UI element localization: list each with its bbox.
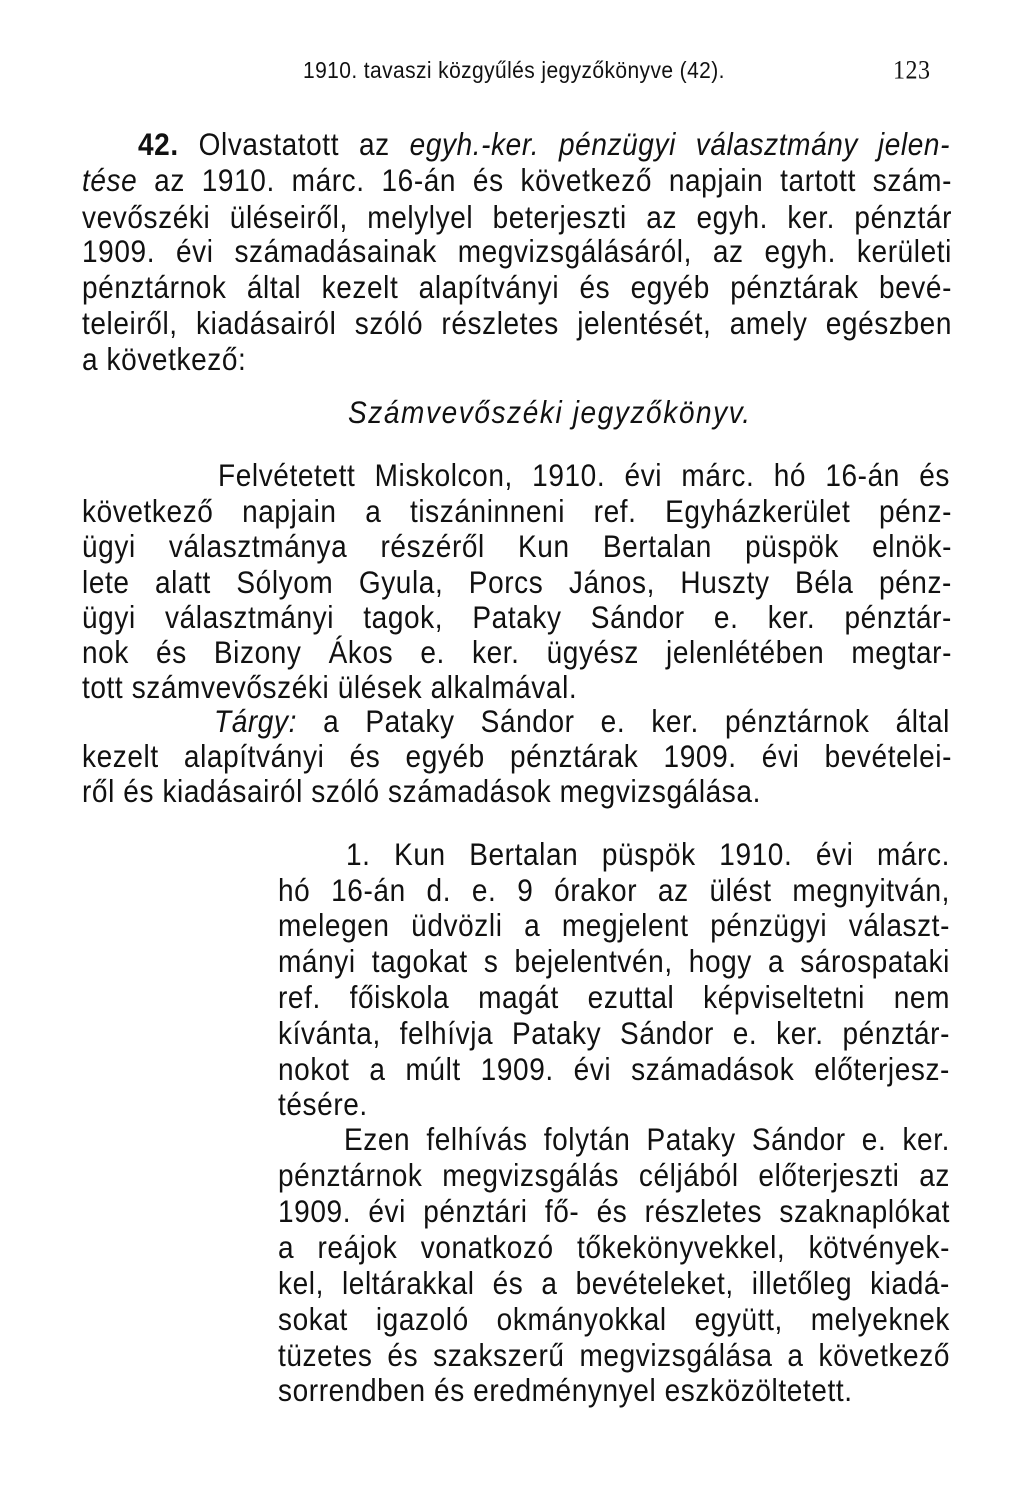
subject-line-1: Tárgy: a Pataky Sándor e. ker. pénztárnok által — [214, 704, 950, 739]
item1b-line-1: Ezen felhívás folytán Pataky Sándor e. ker. — [344, 1122, 950, 1157]
record-line-5: ügyi választmányi tagok, Pataky Sándor e. ker. pénztár- — [82, 600, 952, 635]
record-line-6: nok és Bizony Ákos e. ker. ügyész jelenlétében megtar- — [82, 635, 952, 670]
item1-line-1: 1. Kun Bertalan püspök 1910. évi márc. — [346, 837, 950, 872]
section-line-6: teleiről, kiadásairól szóló részletes jelentését, amely egészben — [82, 306, 952, 341]
item1-line-5: ref. főiskola magát ezuttal képviseltetni nem — [278, 980, 950, 1015]
section-line-4: 1909. évi számadásainak megvizsgálásáról, az egyh. kerületi — [82, 234, 952, 269]
section-line-5: pénztárnok által kezelt alapítványi és egyéb pénztárak bevé- — [82, 270, 952, 305]
record-line-3: ügyi választmánya részéről Kun Bertalan püspök elnök- — [82, 529, 952, 564]
record-line-2: következő napjain a tiszáninneni ref. Egyházkerület pénz- — [82, 494, 952, 529]
item1b-line-8: sorrendben és eredménynyel eszközöltetett. — [278, 1373, 853, 1408]
item1-line-6: kívánta, felhívja Pataky Sándor e. ker. pénztár- — [278, 1016, 950, 1051]
item1b-line-2: pénztárnok megvizsgálás céljából előterjeszti az — [278, 1158, 950, 1193]
record-line-1: Felvétetett Miskolcon, 1910. évi márc. hó 16-án és — [218, 458, 950, 493]
item1-line-7: nokot a múlt 1909. évi számadások előterjesz- — [278, 1052, 950, 1087]
record-line-7: tott számvevőszéki ülések alkalmával. — [82, 670, 578, 705]
section-line-1: 42. Olvastatott az egyh.-ker. pénzügyi választmány jelen- — [138, 127, 950, 162]
section-line-7: a következő: — [82, 342, 247, 377]
report-title-italic: egyh.-ker. pénzügyi választmány jelen- — [409, 127, 950, 162]
item1b-line-7: tüzetes és szakszerű megvizsgálása a következő — [278, 1338, 950, 1373]
subject-label: Tárgy: — [214, 704, 297, 739]
minutes-title: Számvevőszéki jegyzőkönyv. — [348, 395, 752, 430]
page-number: 123 — [893, 56, 931, 86]
running-header: 1910. tavaszi közgyűlés jegyzőkönyve (42). — [303, 58, 725, 84]
item1b-line-3: 1909. évi pénztári fő- és részletes szaknaplókat — [278, 1194, 950, 1229]
item1b-line-6: sokat igazoló okmányokkal együtt, melyeknek — [278, 1302, 950, 1337]
item1-line-3: melegen üdvözli a megjelent pénzügyi választ- — [278, 908, 950, 943]
item1-line-4: mányi tagokat s bejelentvén, hogy a sárospataki — [278, 944, 950, 979]
section-line-3: vevőszéki üléseiről, melylyel beterjeszti az egyh. ker. pénztár — [82, 200, 952, 235]
item1-line-2: hó 16-án d. e. 9 órakor az ülést megnyitván, — [278, 873, 950, 908]
item1b-line-4: a reájok vonatkozó tőkekönyvekkel, kötvények- — [278, 1230, 950, 1265]
item1-line-8: tésére. — [278, 1087, 368, 1122]
subject-line-3: ről és kiadásairól szóló számadások megvizsgálása. — [82, 774, 761, 809]
record-line-4: lete alatt Sólyom Gyula, Porcs János, Huszty Béla pénz- — [82, 565, 952, 600]
section-number: 42. — [138, 127, 179, 162]
item1b-line-5: kel, leltárakkal és a bevételeket, illetőleg kiadá- — [278, 1266, 950, 1301]
section-line-2: tése az 1910. márc. 16-án és következő napjain tartott szám- — [82, 163, 952, 198]
subject-line-2: kezelt alapítványi és egyéb pénztárak 1909. évi bevételei- — [82, 739, 952, 774]
